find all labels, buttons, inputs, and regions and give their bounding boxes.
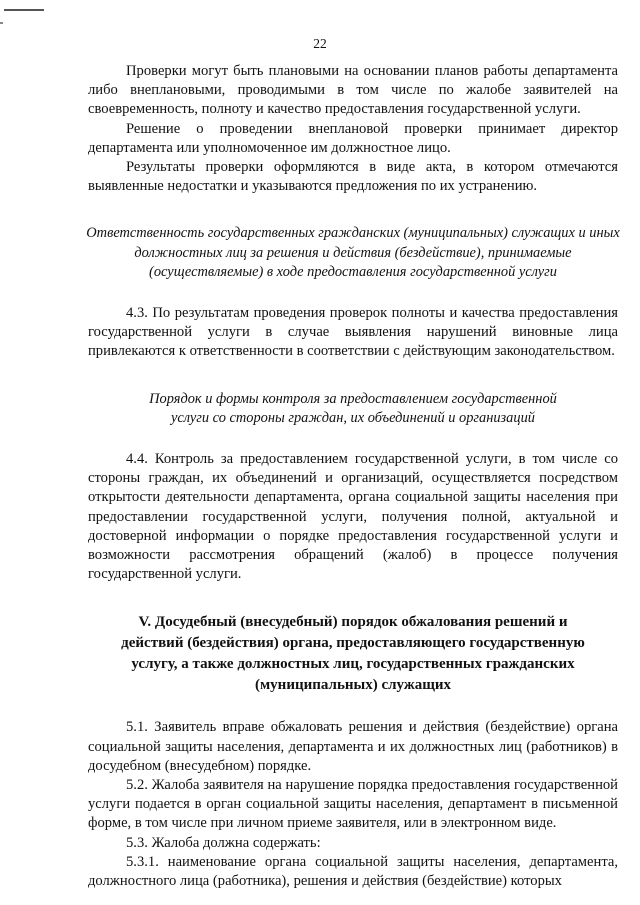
scan-artifact (4, 9, 44, 11)
paragraph-unscheduled-decision: Решение о проведении внеплановой проверки принимает директор департамента или уполномоченное им должностное лицо. (88, 120, 618, 156)
subheading-responsibility: Ответственность государственных гражданских (муниципальных) служащих и иных должностных лиц за решения и действия (бездействие), принимаемые (осуществляемые) в ходе предоставления государственной услуги (86, 225, 620, 280)
paragraph-inspections: Проверки могут быть плановыми на основании планов работы департамента либо внеплановыми, проводимыми в том числе по жалобе заявителей на своевременность, полноту и качество предоставления государственной услуги. (88, 63, 618, 118)
document-body (88, 62, 618, 891)
subheading-citizen-control: Порядок и формы контроля за предоставлением государственной услуги со стороны граждан, их объединений и организаций (149, 390, 557, 426)
page-number: 22 (313, 36, 327, 51)
paragraph-4-3: 4.3. По результатам проведения проверок полноты и качества предоставления государственной услуги в случае выявления нарушений виновные лица привлекаются к ответственности в соответствии с действующим законодательством. (88, 305, 618, 360)
section-heading-v: V. Досудебный (внесудебный) порядок обжалования решений и действий (бездействия) органа, предоставляющего государственную услугу, а также должностных лиц, государственных гражданских (муниципальных) служащих (121, 614, 585, 694)
paragraph-4-4: 4.4. Контроль за предоставлением государственной услуги, в том числе со стороны граждан, их объединений и организаций, осуществляется посредством открытости деятельности департамента, органа социальной защиты населения при предоставлении государственной услуги, получения полной, актуальной и достоверной информации о порядке предоставления государственной услуги и возможности рассмотрения обращений (жалоб) в процессе получения государственной услуги. (88, 451, 618, 583)
paragraph-inspection-results: Результаты проверки оформляются в виде акта, в котором отмечаются выявленные недостатки и указываются предложения по их устранению. (88, 159, 618, 195)
paragraph-5-3-1: 5.3.1. наименование органа социальной защиты населения, департамента, должностного лица (работника), решения и действия (бездействие) которых (88, 853, 618, 890)
scan-artifact (0, 22, 3, 24)
paragraph-5-2: 5.2. Жалоба заявителя на нарушение порядка предоставления государственной услуги подается в орган социальной защиты населения, департамент в письменной форме, в том числе при личном приеме заявителя, или в электронном виде. (88, 777, 618, 832)
paragraph-5-1: 5.1. Заявитель вправе обжаловать решения и действия (бездействие) органа социальной защиты населения, департамента и их должностных лиц (работников) в досудебном (внесудебном) порядке. (88, 719, 618, 774)
paragraph-5-3: 5.3. Жалоба должна содержать: (126, 834, 321, 851)
